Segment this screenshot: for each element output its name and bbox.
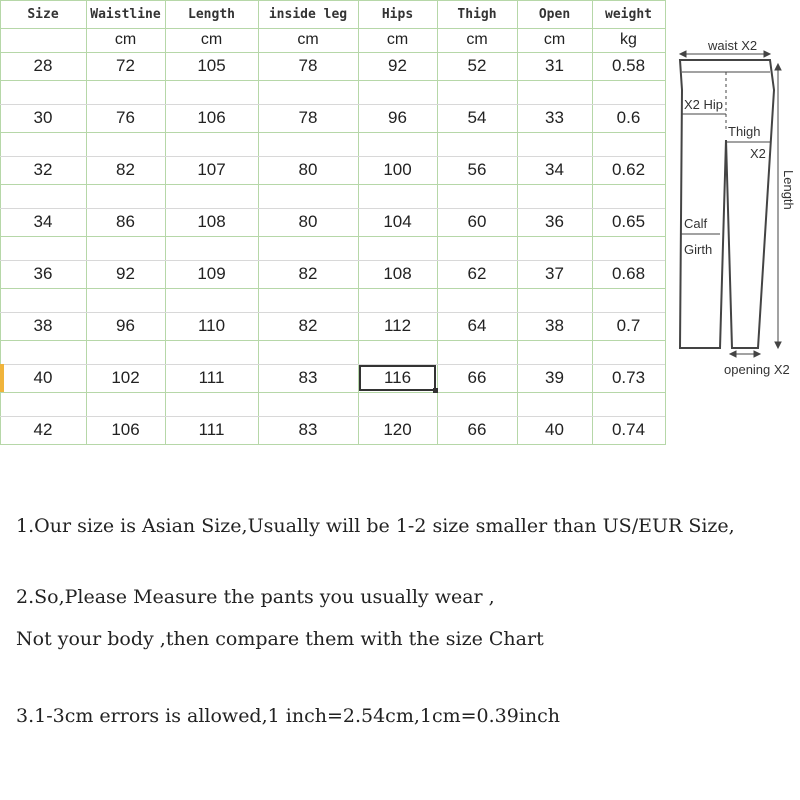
table-cell[interactable]: 64 — [467, 316, 487, 335]
table-cell[interactable]: 66 — [467, 420, 487, 439]
table-cell[interactable]: 30 — [33, 108, 53, 127]
column-header-3[interactable]: inside leg — [268, 6, 348, 22]
table-cell[interactable]: 80 — [298, 160, 318, 179]
table-cell[interactable]: 34 — [33, 212, 53, 231]
column-header-0[interactable]: Size — [27, 6, 59, 22]
table-cell[interactable]: 37 — [545, 264, 564, 283]
table-cell[interactable]: 100 — [383, 160, 412, 179]
girth-label: Girth — [684, 242, 713, 257]
table-cell[interactable]: 109 — [197, 264, 226, 283]
table-cell[interactable]: 40 — [545, 420, 564, 439]
table-cell[interactable]: 72 — [116, 56, 135, 75]
table-cell[interactable]: 31 — [545, 56, 564, 75]
table-cell[interactable]: 83 — [298, 368, 318, 387]
table-cell[interactable]: 76 — [116, 108, 135, 127]
table-cell[interactable]: 111 — [198, 420, 225, 439]
table-cell[interactable]: 39 — [545, 368, 564, 387]
table-cell[interactable]: 54 — [467, 108, 487, 127]
table-cell[interactable]: 34 — [545, 160, 564, 179]
table-cell[interactable]: 111 — [198, 368, 225, 387]
table-cell[interactable]: 120 — [383, 420, 412, 439]
table-cell[interactable]: 0.68 — [611, 264, 646, 283]
unit-cell-2[interactable]: cm — [200, 31, 223, 48]
table-cell[interactable]: 92 — [116, 264, 135, 283]
thigh-label: Thigh — [728, 124, 761, 139]
table-cell[interactable]: 105 — [197, 56, 226, 75]
column-header-2[interactable]: Length — [188, 6, 235, 22]
table-cell[interactable]: 104 — [383, 212, 412, 231]
note-errors-allowed: 3.1-3cm errors is allowed,1 inch=2.54cm,1cm=0.39inch — [16, 705, 561, 727]
table-cell[interactable]: 96 — [388, 108, 407, 127]
column-header-7[interactable]: weight — [605, 6, 652, 22]
table-cell[interactable]: 60 — [467, 212, 487, 231]
table-cell[interactable]: 0.73 — [611, 368, 646, 387]
table-cell[interactable]: 36 — [33, 264, 53, 283]
unit-cell-5[interactable]: cm — [466, 31, 488, 48]
table-cell[interactable]: 0.74 — [611, 420, 646, 439]
unit-cell-6[interactable]: cm — [543, 31, 566, 48]
table-cell[interactable]: 92 — [388, 56, 407, 75]
unit-cell-4[interactable]: cm — [386, 31, 409, 48]
table-cell[interactable]: 80 — [298, 212, 318, 231]
note-not-body: Not your body ,then compare them with the size Chart — [16, 628, 544, 650]
table-cell[interactable]: 38 — [33, 316, 53, 335]
column-header-1[interactable]: Waistline — [90, 6, 161, 22]
column-header-4[interactable]: Hips — [381, 6, 414, 22]
table-cell[interactable]: 108 — [197, 212, 226, 231]
table-cell[interactable]: 116 — [358, 364, 437, 392]
table-cell[interactable]: 106 — [111, 420, 140, 439]
note-measure-pants: 2.So,Please Measure the pants you usually wear , — [16, 586, 495, 608]
opening-label: opening X2 — [724, 362, 790, 377]
table-cell[interactable]: 28 — [33, 56, 53, 75]
table-cell[interactable]: 112 — [383, 316, 412, 335]
unit-cell-7[interactable]: kg — [620, 31, 637, 48]
table-cell[interactable]: 0.7 — [616, 316, 641, 335]
table-cell[interactable]: 96 — [116, 316, 135, 335]
thigh-x2-label: X2 — [750, 146, 766, 161]
row-selected-indicator — [0, 364, 4, 392]
table-cell[interactable]: 82 — [298, 316, 318, 335]
table-cell[interactable]: 62 — [467, 264, 487, 283]
unit-cell-3[interactable]: cm — [297, 31, 319, 48]
table-cell[interactable]: 42 — [33, 420, 53, 439]
table-cell[interactable]: 110 — [197, 316, 226, 335]
table-cell[interactable]: 107 — [197, 160, 226, 179]
calf-label: Calf — [684, 216, 708, 231]
unit-cell-1[interactable]: cm — [114, 31, 137, 48]
table-cell[interactable]: 78 — [298, 56, 318, 75]
table-cell[interactable]: 83 — [298, 420, 318, 439]
table-cell[interactable]: 102 — [111, 368, 140, 387]
table-cell[interactable]: 78 — [298, 108, 318, 127]
table-cell[interactable]: 56 — [467, 160, 487, 179]
table-cell[interactable]: 82 — [298, 264, 318, 283]
column-header-6[interactable]: Open — [538, 6, 571, 22]
table-cell[interactable]: 0.65 — [611, 212, 646, 231]
table-cell[interactable]: 0.62 — [611, 160, 646, 179]
table-cell[interactable]: 82 — [116, 160, 135, 179]
table-cell[interactable]: 108 — [383, 264, 412, 283]
column-header-5[interactable]: Thigh — [457, 6, 497, 22]
table-cell[interactable]: 66 — [467, 368, 487, 387]
hip-label: X2 Hip — [684, 97, 724, 112]
note-asian-size: 1.Our size is Asian Size,Usually will be 1-2 size smaller than US/EUR Size, — [16, 515, 735, 537]
table-cell[interactable]: 38 — [545, 316, 564, 335]
table-cell[interactable]: 106 — [197, 108, 226, 127]
table-cell[interactable]: 36 — [545, 212, 564, 231]
table-cell[interactable]: 0.58 — [611, 56, 646, 75]
length-label: Length — [781, 170, 796, 210]
table-cell[interactable]: 0.6 — [616, 108, 641, 127]
table-cell[interactable]: 32 — [33, 160, 53, 179]
pants-measurement-diagram — [670, 30, 798, 390]
waist-label: waist X2 — [708, 38, 758, 53]
table-cell[interactable]: 52 — [467, 56, 487, 75]
table-cell[interactable]: 33 — [545, 108, 564, 127]
table-cell[interactable]: 86 — [116, 212, 135, 231]
table-cell[interactable]: 40 — [33, 368, 53, 387]
